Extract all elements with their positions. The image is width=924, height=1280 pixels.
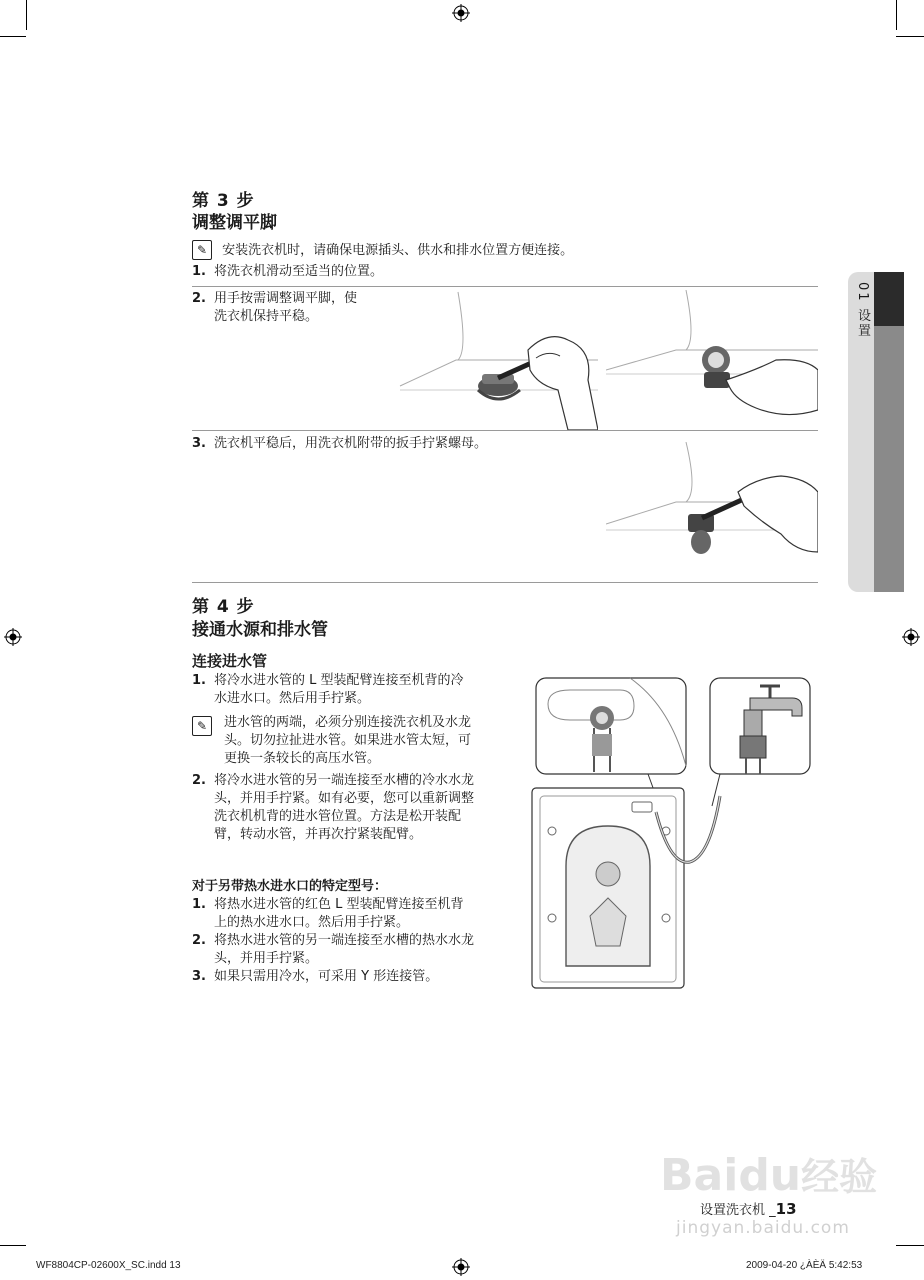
- item-text: 臂，转动水管，并再次拧紧装配臂。: [214, 827, 423, 842]
- tighten-nut-illustration: [606, 442, 818, 578]
- item-text: 洗衣机保持平稳。: [214, 309, 319, 324]
- crop-line: [0, 36, 26, 37]
- item-text: 洗衣机机背的进水管位置。方法是松开装配: [214, 809, 462, 824]
- side-tab-marker: [874, 272, 904, 326]
- watermark-brand: du: [738, 1150, 802, 1201]
- side-tab-label: 01 设置: [855, 282, 870, 339]
- page-footer: [700, 1200, 797, 1220]
- item-number: 1.: [192, 264, 206, 279]
- print-file-info: WF8804CP-02600X_SC.indd 13: [36, 1260, 181, 1271]
- item-number: 1.: [192, 673, 206, 688]
- item-text: 如果只需用冷水，可采用 Y 形连接管。: [214, 969, 439, 984]
- crop-line: [896, 36, 924, 37]
- note-text: 进水管的两端，必须分别连接洗衣机及水龙: [224, 715, 472, 730]
- step4-item-2: [192, 772, 532, 844]
- leveling-foot-adjust-illustration: [398, 290, 598, 430]
- item-text: 头，并用手拧紧。如有必要，您可以重新调整: [214, 791, 475, 806]
- registration-mark-right: [902, 628, 920, 646]
- crop-line: [0, 1245, 26, 1246]
- baidu-watermark: [660, 1146, 877, 1201]
- step3-item-1: [192, 263, 383, 281]
- step3-item-3: [192, 435, 487, 453]
- leveling-foot-adjust-illustration-2: [606, 290, 818, 430]
- watermark-brand: Bai: [660, 1150, 739, 1201]
- note-icon: ✎: [192, 240, 212, 260]
- footer-section: 设置洗衣机 _: [700, 1203, 776, 1218]
- crop-line: [896, 0, 897, 30]
- step3-title: 调整调平脚: [192, 213, 277, 233]
- item-text: 用手按需调整调平脚，使: [214, 291, 358, 306]
- step3-note: [192, 240, 672, 260]
- step4-title: 接通水源和排水管: [192, 620, 328, 640]
- crop-line: [896, 1245, 924, 1246]
- step4-note: [192, 714, 522, 768]
- step4-subtitle: 连接进水管: [192, 652, 268, 670]
- step3-heading: 第 3 步: [192, 191, 255, 211]
- hot-water-items: [192, 896, 532, 986]
- item-text: 将热水进水管的红色 L 型装配臂连接至机背: [214, 897, 464, 912]
- page-number: 13: [775, 1200, 797, 1218]
- print-date-info: 2009-04-20 ¿ÀÈÄ 5:42:53: [746, 1260, 863, 1271]
- watermark-url: jingyan.baidu.com: [676, 1218, 850, 1238]
- registration-mark-top: [452, 4, 470, 22]
- divider: [192, 286, 818, 287]
- item-text: 头，并用手拧紧。: [214, 951, 319, 966]
- step3-item-2: [192, 290, 357, 326]
- step4-item-1: [192, 672, 522, 708]
- item-text: 将冷水进水管的 L 型装配臂连接至机背的冷: [214, 673, 464, 688]
- step3-note-text: 安装洗衣机时，请确保电源插头、供水和排水位置方便连接。: [222, 243, 574, 258]
- divider: [192, 430, 818, 431]
- note-text: 更换一条较长的高压水管。: [224, 751, 381, 766]
- item-text: 水进水口。然后用手拧紧。: [214, 691, 371, 706]
- item-text: 将冷水进水管的另一端连接至水槽的冷水水龙: [214, 773, 475, 788]
- item-number: 3.: [192, 436, 206, 451]
- divider: [192, 582, 818, 583]
- note-text: 头。切勿拉扯进水管。如果进水管太短，可: [224, 733, 472, 748]
- item-text: 洗衣机平稳后，用洗衣机附带的扳手拧紧螺母。: [214, 436, 488, 451]
- item-number: 2.: [192, 933, 206, 948]
- item-text: 将热水进水管的另一端连接至水槽的热水水龙: [214, 933, 475, 948]
- registration-mark-bottom: [452, 1258, 470, 1276]
- hot-water-heading: 对于另带热水进水口的特定型号：: [192, 879, 388, 894]
- item-number: 2.: [192, 291, 206, 306]
- watermark-cn: 经验: [801, 1155, 878, 1199]
- item-number: 2.: [192, 773, 206, 788]
- item-text: 将洗衣机滑动至适当的位置。: [214, 264, 384, 279]
- item-number: 3.: [192, 969, 206, 984]
- crop-line: [26, 0, 27, 30]
- item-number: 1.: [192, 897, 206, 912]
- note-icon: ✎: [192, 716, 212, 736]
- item-text: 上的热水进水口。然后用手拧紧。: [214, 915, 410, 930]
- step4-heading: 第 4 步: [192, 597, 255, 617]
- registration-mark-left: [4, 628, 22, 646]
- water-hose-connection-illustration: [530, 676, 814, 990]
